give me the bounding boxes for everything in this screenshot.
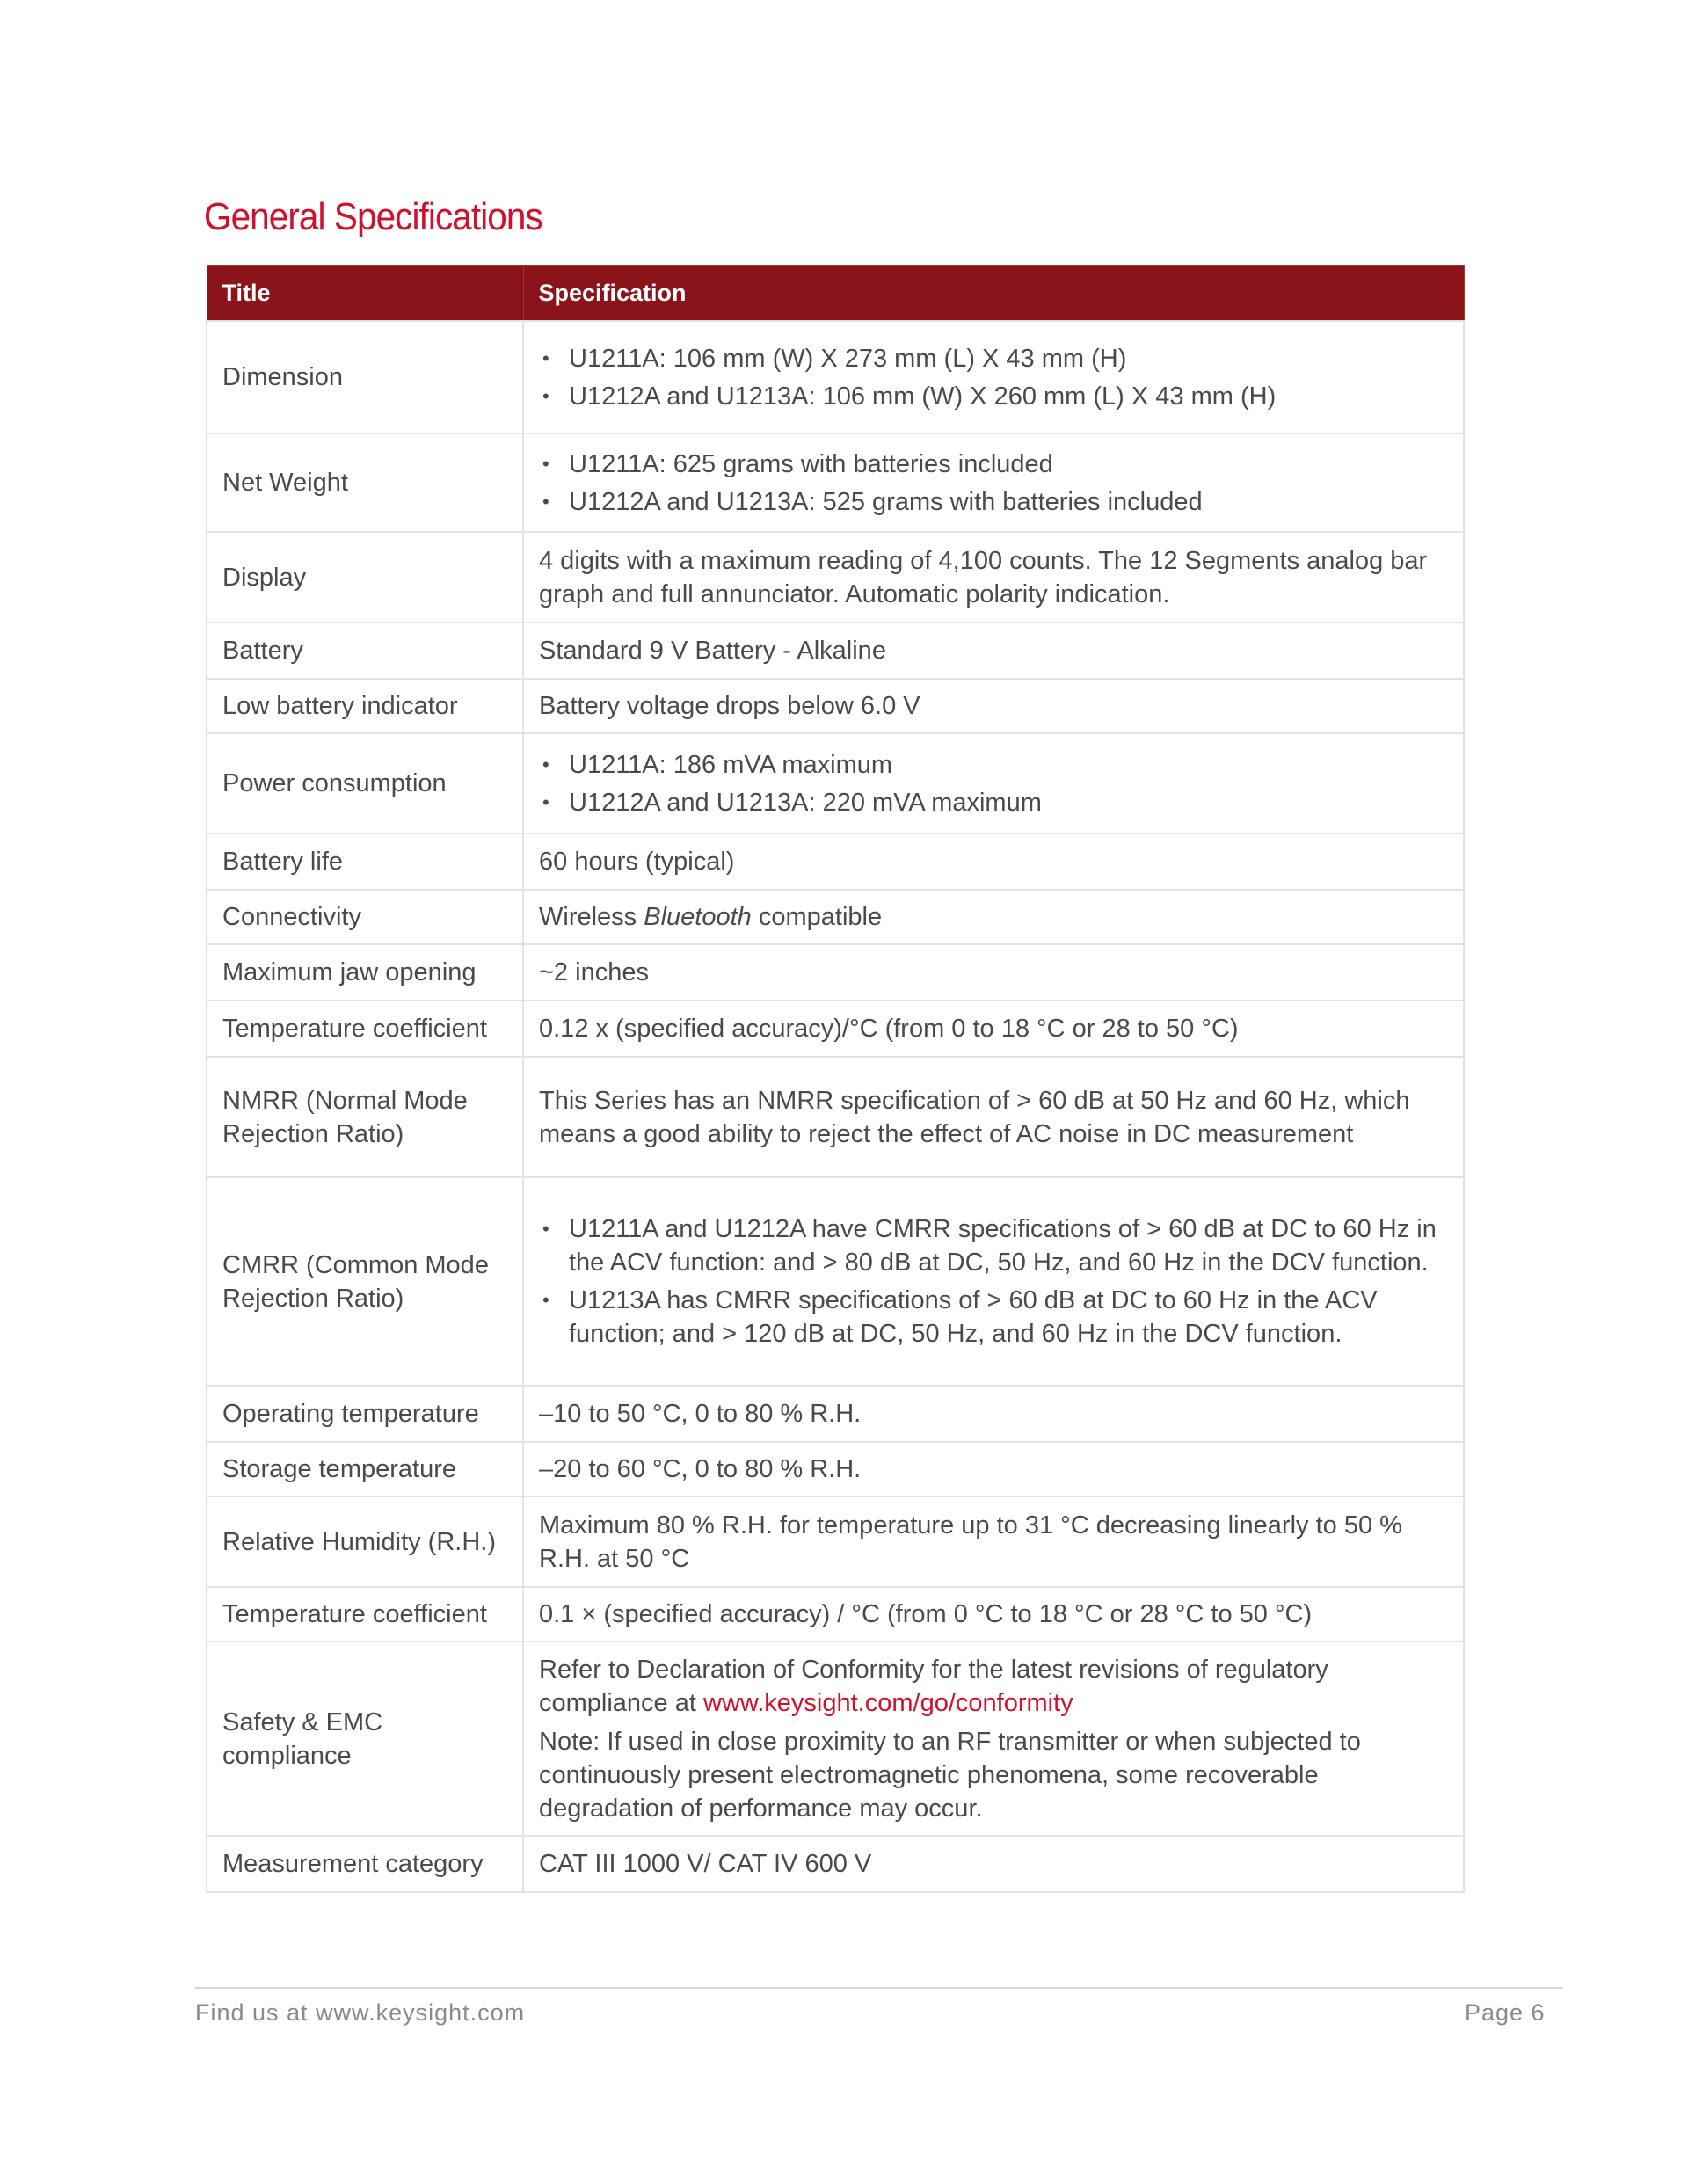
row-title: Battery life xyxy=(207,834,523,890)
bullet-list xyxy=(539,342,1448,413)
bullet-item: • U1211A: 625 grams with batteries included xyxy=(539,448,1448,481)
spec-paragraph xyxy=(539,1725,1448,1825)
row-title: NMRR (Normal Mode Rejection Ratio) xyxy=(207,1057,523,1177)
row-specification xyxy=(523,1177,1464,1386)
table-row xyxy=(207,1057,1464,1177)
bullet-item: • U1211A and U1212A have CMRR specifications of > 60 dB at DC to 60 Hz in the ACV function: and > 80 dB at DC, 50 Hz, and 60 Hz in the DCV function. xyxy=(539,1212,1448,1279)
row-specification xyxy=(523,733,1464,834)
table-row xyxy=(207,944,1464,1001)
row-title: CMRR (Common Mode Rejection Ratio) xyxy=(207,1177,523,1386)
table-row xyxy=(207,1836,1464,1892)
bullet-item: • U1212A and U1213A: 106 mm (W) X 260 mm (L) X 43 mm (H) xyxy=(539,380,1448,413)
bullet-item: • U1212A and U1213A: 220 mVA maximum xyxy=(539,786,1448,819)
spec-paragraph xyxy=(539,900,1448,934)
column-header-title: Title xyxy=(207,266,523,322)
table-row xyxy=(207,834,1464,890)
row-specification: 0.1 × (specified accuracy) / °C (from 0 °C to 18 °C or 28 °C to 50 °C) xyxy=(523,1587,1464,1642)
bullet-list xyxy=(539,748,1448,819)
table-header-row xyxy=(207,266,1464,322)
row-title: Measurement category xyxy=(207,1836,523,1892)
text-segment: Note: If used in close proximity to an RF transmitter or when subjected to continuously present electromagnetic phenomena, some recoverable degradation of performance may occur. xyxy=(539,1727,1361,1823)
table-row xyxy=(207,1496,1464,1587)
bullet-item: • U1213A has CMRR specifications of > 60 dB at DC to 60 Hz in the ACV function; and > 120 dB at DC, 50 Hz, and 60 Hz in the DCV function. xyxy=(539,1284,1448,1350)
row-title: Net Weight xyxy=(207,433,523,532)
bullet-item: • U1212A and U1213A: 525 grams with batteries included xyxy=(539,485,1448,519)
text-segment: Wireless xyxy=(539,903,644,931)
row-specification: Standard 9 V Battery - Alkaline xyxy=(523,622,1464,679)
row-title: Maximum jaw opening xyxy=(207,944,523,1001)
row-specification: 60 hours (typical) xyxy=(523,834,1464,890)
row-specification xyxy=(523,890,1464,944)
table-row xyxy=(207,1177,1464,1386)
specifications-table xyxy=(206,265,1465,1893)
row-specification: 4 digits with a maximum reading of 4,100 counts. The 12 Segments analog bar graph and full annunciator. Automatic polarity indication. xyxy=(523,532,1464,622)
table-row xyxy=(207,679,1464,733)
row-specification: ~2 inches xyxy=(523,944,1464,1001)
row-title: Operating temperature xyxy=(207,1386,523,1442)
row-specification: 0.12 x (specified accuracy)/°C (from 0 to 18 °C or 28 to 50 °C) xyxy=(523,1001,1464,1057)
table-row xyxy=(207,321,1464,433)
table-row xyxy=(207,890,1464,944)
row-specification: CAT III 1000 V/ CAT IV 600 V xyxy=(523,1836,1464,1892)
row-title: Power consumption xyxy=(207,733,523,834)
table-row xyxy=(207,1587,1464,1642)
bullet-list xyxy=(539,1212,1448,1350)
table-row xyxy=(207,1442,1464,1496)
spec-paragraph xyxy=(539,1653,1448,1720)
row-title: Storage temperature xyxy=(207,1442,523,1496)
row-title: Safety & EMC compliance xyxy=(207,1642,523,1836)
row-title: Battery xyxy=(207,622,523,679)
row-specification: –20 to 60 °C, 0 to 80 % R.H. xyxy=(523,1442,1464,1496)
row-specification: Battery voltage drops below 6.0 V xyxy=(523,679,1464,733)
table-row xyxy=(207,1386,1464,1442)
row-specification xyxy=(523,433,1464,532)
page-title: General Specifications xyxy=(204,195,542,238)
bullet-item: • U1211A: 106 mm (W) X 273 mm (L) X 43 mm (H) xyxy=(539,342,1448,375)
row-specification: –10 to 50 °C, 0 to 80 % R.H. xyxy=(523,1386,1464,1442)
table-row xyxy=(207,1642,1464,1836)
row-specification xyxy=(523,1642,1464,1836)
row-title: Temperature coefficient xyxy=(207,1001,523,1057)
page-number: Page 6 xyxy=(1465,1999,1546,2026)
row-title: Display xyxy=(207,532,523,622)
row-title: Dimension xyxy=(207,321,523,433)
row-title: Relative Humidity (R.H.) xyxy=(207,1496,523,1587)
footer-website: Find us at www.keysight.com xyxy=(195,1999,526,2026)
table-row xyxy=(207,532,1464,622)
column-header-specification: Specification xyxy=(523,266,1464,322)
table-row xyxy=(207,622,1464,679)
conformity-link[interactable]: www.keysight.com/go/conformity xyxy=(703,1688,1073,1717)
bullet-item: • U1211A: 186 mVA maximum xyxy=(539,748,1448,782)
row-title: Connectivity xyxy=(207,890,523,944)
row-specification: This Series has an NMRR specification of > 60 dB at 50 Hz and 60 Hz, which means a good ability to reject the effect of AC noise in DC measurement xyxy=(523,1057,1464,1177)
row-specification: Maximum 80 % R.H. for temperature up to 31 °C decreasing linearly to 50 % R.H. at 50 °C xyxy=(523,1496,1464,1587)
table-row xyxy=(207,1001,1464,1057)
row-specification xyxy=(523,321,1464,433)
table-row xyxy=(207,433,1464,532)
text-segment: Bluetooth xyxy=(644,903,752,931)
text-segment: Refer to Declaration of Conformity for the latest revisions of regulatory compliance at xyxy=(539,1655,1328,1717)
row-title: Low battery indicator xyxy=(207,679,523,733)
text-segment: compatible xyxy=(751,903,883,931)
row-title: Temperature coefficient xyxy=(207,1587,523,1642)
bullet-list xyxy=(539,448,1448,519)
footer-divider xyxy=(195,1987,1563,1989)
table-row xyxy=(207,733,1464,834)
